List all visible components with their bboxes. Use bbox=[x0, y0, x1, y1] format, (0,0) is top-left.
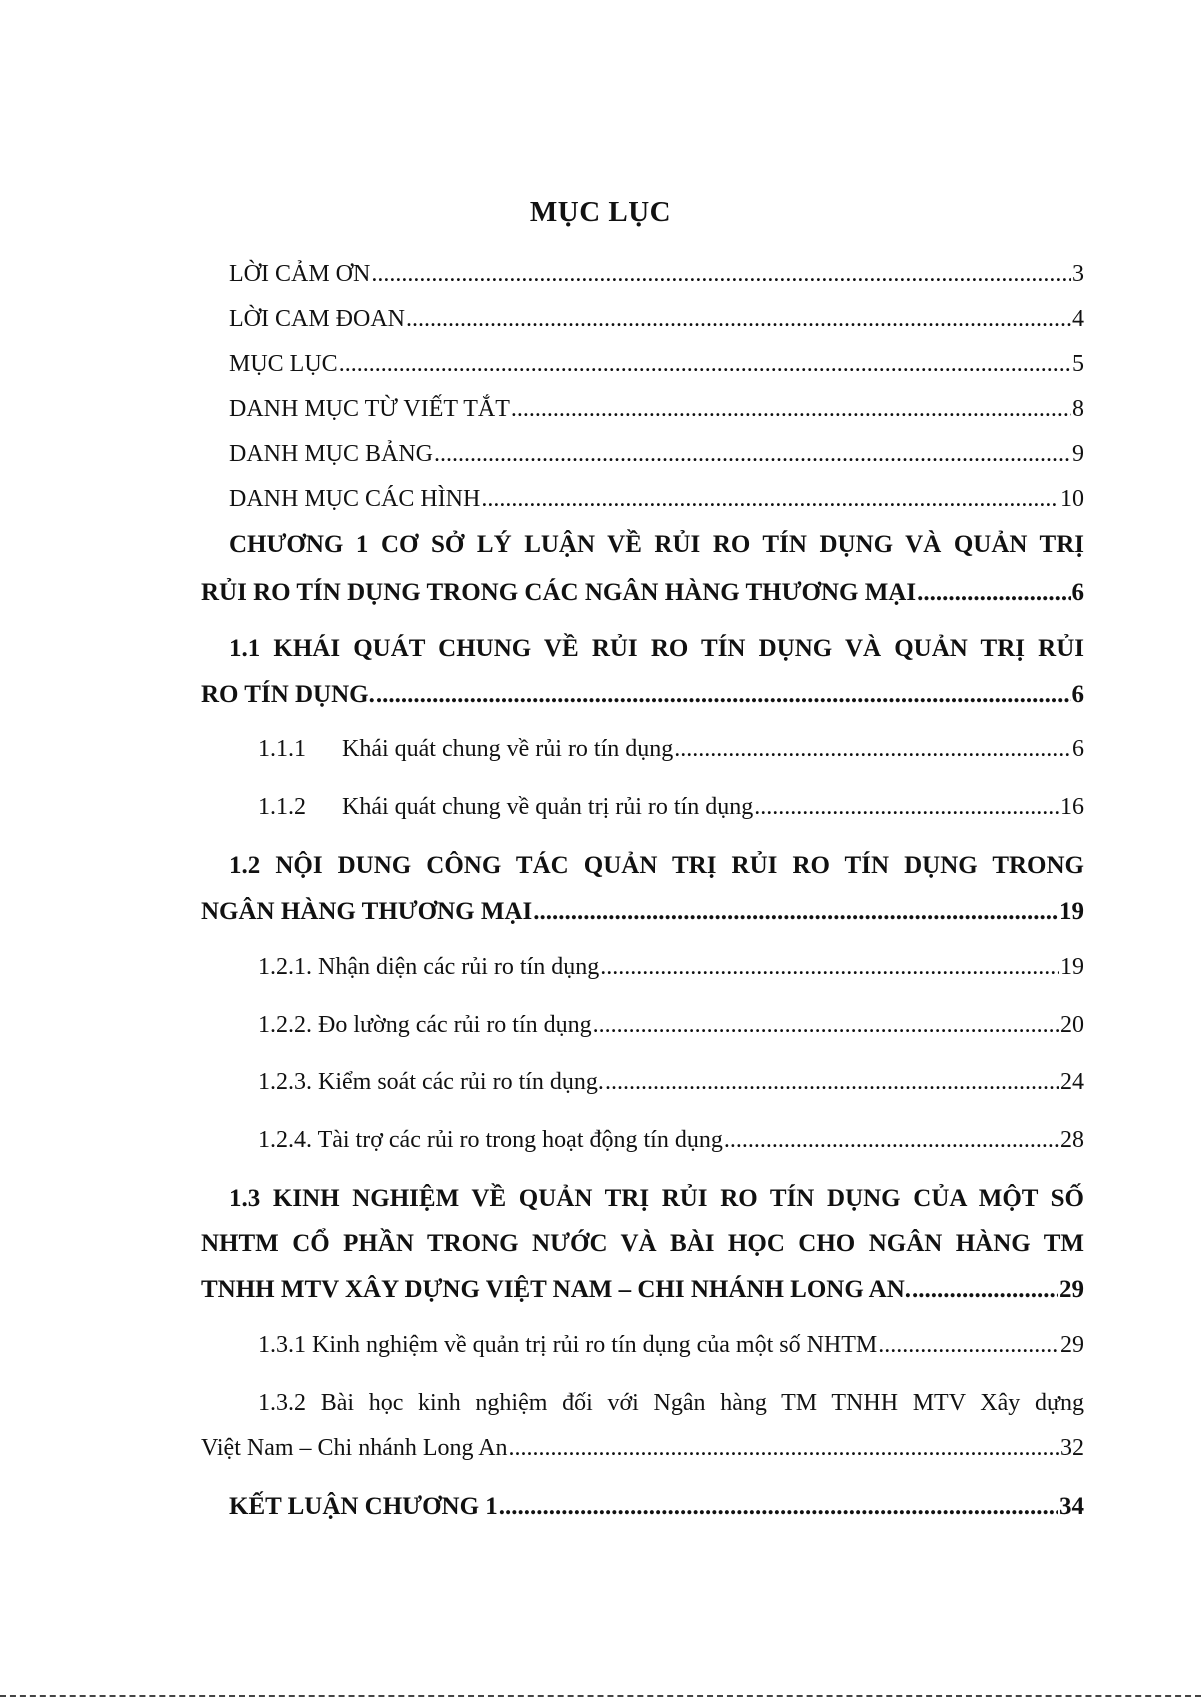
dot-leader bbox=[371, 262, 1071, 286]
toc-entry-danh-muc-cac-hinh[interactable] bbox=[229, 487, 1084, 511]
dot-leader bbox=[600, 955, 1059, 979]
toc-entry-label: 1.2.3. Kiểm soát các rủi ro tín dụng. bbox=[258, 1069, 604, 1095]
toc-chapter-1-title: CHƯƠNG 1 CƠ SỞ LÝ LUẬN VỀ RỦI RO TÍN DỤNG VÀ QUẢN TRỊ bbox=[229, 531, 1084, 558]
toc-entry-label: 1.2.1. Nhận diện các rủi ro tín dụng bbox=[258, 954, 600, 980]
dot-leader bbox=[481, 487, 1059, 511]
toc-page-number: 24 bbox=[1060, 1069, 1084, 1095]
toc-entry-label: 1.2.4. Tài trợ các rủi ro trong hoạt động tín dụng bbox=[258, 1127, 723, 1153]
dot-leader bbox=[376, 682, 1071, 707]
dot-leader bbox=[912, 1277, 1058, 1302]
toc-entry-label: DANH MỤC TỪ VIẾT TẮT bbox=[229, 396, 510, 422]
toc-section-1-2-line-1[interactable] bbox=[229, 853, 1084, 878]
toc-entry-label: Khái quát chung về rủi ro tín dụng bbox=[342, 736, 674, 762]
toc-entry-label: DANH MỤC CÁC HÌNH bbox=[229, 486, 481, 512]
toc-entry-label: LỜI CAM ĐOAN bbox=[229, 306, 405, 332]
dot-leader bbox=[509, 1436, 1059, 1460]
toc-entry-1-2-2[interactable] bbox=[258, 1013, 1084, 1037]
page-bottom-border bbox=[0, 1695, 1201, 1699]
toc-page-number: 20 bbox=[1060, 1012, 1084, 1038]
toc-section-1-2-line-2[interactable] bbox=[201, 899, 1084, 924]
toc-entry-danh-muc-bang[interactable] bbox=[229, 442, 1084, 466]
toc-section-1-3-line-2[interactable] bbox=[201, 1231, 1084, 1256]
toc-section-1-1-title: 1.1 KHÁI QUÁT CHUNG VỀ RỦI RO TÍN DỤNG VÀ QUẢN TRỊ RỦI bbox=[229, 635, 1084, 662]
toc-page-number: 4 bbox=[1072, 306, 1084, 332]
dot-leader bbox=[339, 352, 1071, 376]
toc-entry-label: 1.3.2 Bài học kinh nghiệm đối với Ngân hàng TM TNHH MTV Xây dựng bbox=[258, 1390, 1084, 1416]
toc-page-number: 19 bbox=[1060, 954, 1084, 980]
toc-entry-1-3-1[interactable] bbox=[258, 1333, 1084, 1357]
toc-entry-1-1-1[interactable] bbox=[258, 737, 1084, 761]
toc-page-number: 29 bbox=[1059, 1276, 1084, 1303]
toc-section-1-3-title-cont: NHTM CỔ PHẦN TRONG NƯỚC VÀ BÀI HỌC CHO NGÂN HÀNG TM bbox=[201, 1230, 1084, 1257]
toc-entry-ket-luan-chuong-1[interactable] bbox=[229, 1494, 1084, 1519]
toc-entry-1-3-2-line-2[interactable] bbox=[201, 1436, 1084, 1460]
dot-leader bbox=[511, 397, 1071, 421]
dot-leader bbox=[499, 1494, 1058, 1519]
dot-leader bbox=[533, 899, 1058, 924]
toc-page-number: 34 bbox=[1059, 1493, 1084, 1520]
toc-entry-label: Việt Nam – Chi nhánh Long An bbox=[201, 1435, 508, 1461]
toc-page-number: 6 bbox=[1072, 736, 1084, 762]
dot-leader bbox=[434, 442, 1071, 466]
toc-section-1-1-line-1[interactable] bbox=[229, 636, 1084, 661]
toc-entry-label: NGÂN HÀNG THƯƠNG MẠI bbox=[201, 898, 533, 925]
toc-page-number: 5 bbox=[1072, 351, 1084, 377]
toc-entry-danh-muc-tu-viet-tat[interactable] bbox=[229, 397, 1084, 421]
dot-leader bbox=[917, 580, 1070, 605]
toc-page-number: 10 bbox=[1060, 486, 1084, 512]
toc-entry-label: RỦI RO TÍN DỤNG TRONG CÁC NGÂN HÀNG THƯƠNG MẠI bbox=[201, 579, 917, 606]
dot-leader bbox=[754, 795, 1059, 819]
toc-entry-number: 1.1.1 bbox=[258, 736, 306, 762]
toc-page-number: 9 bbox=[1072, 441, 1084, 467]
toc-entry-label: Khái quát chung về quản trị rủi ro tín dụng bbox=[342, 794, 754, 820]
toc-entry-1-3-2-line-1[interactable] bbox=[258, 1391, 1084, 1415]
toc-page-number: 6 bbox=[1071, 681, 1084, 708]
toc-entry-label: KẾT LUẬN CHƯƠNG 1 bbox=[229, 1493, 498, 1520]
toc-section-1-1-line-2[interactable] bbox=[201, 682, 1084, 707]
toc-page-number: 16 bbox=[1060, 794, 1084, 820]
dot-leader bbox=[674, 737, 1071, 761]
toc-entry-1-2-3[interactable] bbox=[258, 1070, 1084, 1094]
toc-section-1-3-line-1[interactable] bbox=[229, 1186, 1084, 1211]
toc-chapter-1-line-2[interactable] bbox=[201, 580, 1084, 605]
dot-leader bbox=[724, 1128, 1059, 1152]
toc-page-number: 3 bbox=[1072, 261, 1084, 287]
toc-entry-1-1-2[interactable] bbox=[258, 795, 1084, 819]
toc-section-1-3-title: 1.3 KINH NGHIỆM VỀ QUẢN TRỊ RỦI RO TÍN DỤNG CỦA MỘT SỐ bbox=[229, 1185, 1084, 1212]
toc-entry-1-2-1[interactable] bbox=[258, 955, 1084, 979]
toc-page-number: 28 bbox=[1060, 1127, 1084, 1153]
dot-leader bbox=[593, 1013, 1059, 1037]
toc-entry-label: RO TÍN DỤNG. bbox=[201, 681, 375, 708]
toc-section-1-2-title: 1.2 NỘI DUNG CÔNG TÁC QUẢN TRỊ RỦI RO TÍN DỤNG TRONG bbox=[229, 852, 1084, 879]
toc-page-number: 6 bbox=[1071, 579, 1084, 606]
dot-leader bbox=[878, 1333, 1059, 1357]
toc-entry-label: MỤC LỤC bbox=[229, 351, 338, 377]
toc-entry-label: LỜI CẢM ƠN bbox=[229, 261, 371, 287]
dot-leader bbox=[406, 307, 1071, 331]
toc-chapter-1-line-1[interactable] bbox=[229, 532, 1084, 557]
toc-entry-label: 1.3.1 Kinh nghiệm về quản trị rủi ro tín dụng của một số NHTM bbox=[258, 1332, 878, 1358]
toc-entry-loi-cam-doan[interactable] bbox=[229, 307, 1084, 331]
toc-entry-label: 1.2.2. Đo lường các rủi ro tín dụng bbox=[258, 1012, 592, 1038]
dot-leader bbox=[605, 1070, 1059, 1094]
toc-entry-loi-cam-on[interactable] bbox=[229, 262, 1084, 286]
toc-page-number: 29 bbox=[1060, 1332, 1084, 1358]
toc-entry-label: TNHH MTV XÂY DỰNG VIỆT NAM – CHI NHÁNH LONG AN. bbox=[201, 1276, 911, 1303]
toc-entry-1-2-4[interactable] bbox=[258, 1128, 1084, 1152]
toc-entry-muc-luc[interactable] bbox=[229, 352, 1084, 376]
toc-page-number: 32 bbox=[1060, 1435, 1084, 1461]
toc-section-1-3-line-3[interactable] bbox=[201, 1277, 1084, 1302]
toc-title: MỤC LỤC bbox=[529, 196, 672, 228]
toc-entry-number: 1.1.2 bbox=[258, 794, 306, 820]
toc-entry-label: DANH MỤC BẢNG bbox=[229, 441, 434, 467]
toc-page-number: 8 bbox=[1072, 396, 1084, 422]
toc-page-number: 19 bbox=[1059, 898, 1084, 925]
